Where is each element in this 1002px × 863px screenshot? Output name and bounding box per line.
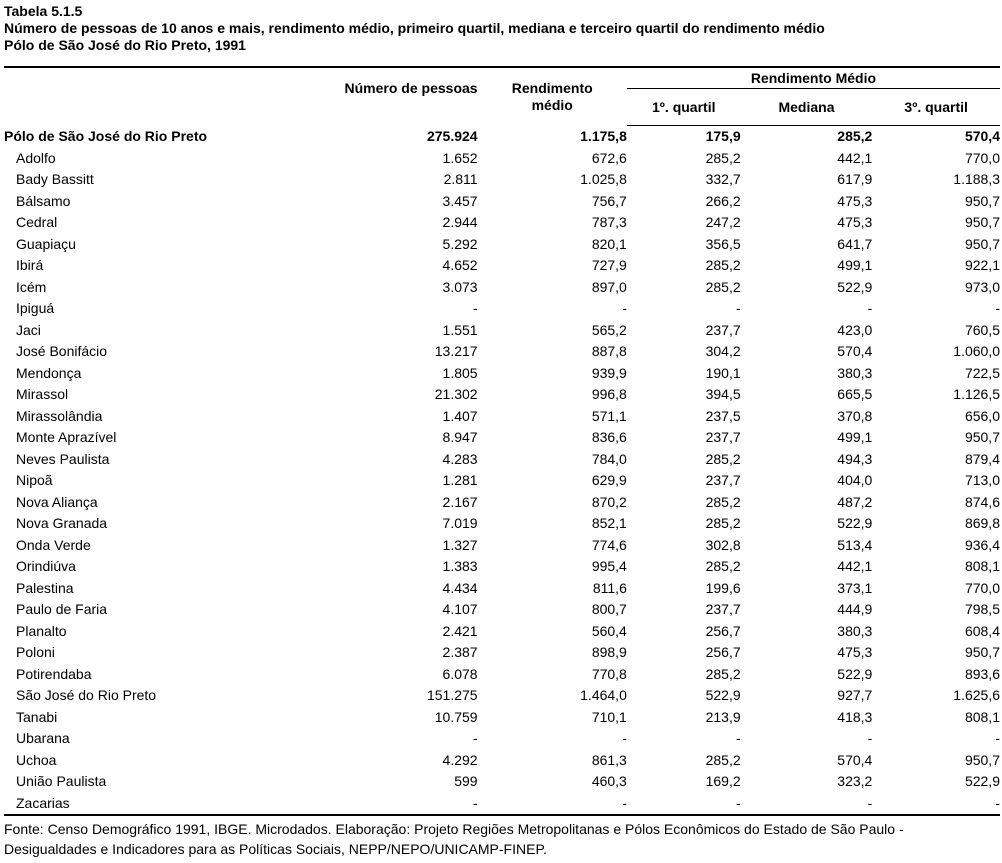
cell-q1: 285,2: [705, 493, 741, 510]
cell-pessoas: 1.805: [442, 364, 478, 381]
cell-rendimento: 787,3: [591, 214, 627, 231]
row-name: Monte Aprazível: [16, 429, 117, 446]
cell-pessoas: -: [472, 730, 478, 747]
cell-mediana: 323,2: [837, 773, 873, 790]
cell-rendimento: 996,8: [591, 386, 627, 403]
table-row: [4, 513, 1000, 535]
cell-mediana: 418,3: [837, 708, 873, 725]
row-name: Tanabi: [16, 708, 58, 725]
cell-q1: 169,2: [705, 773, 741, 790]
cell-pessoas: 21.302: [434, 386, 478, 403]
cell-rendimento: 870,2: [591, 493, 627, 510]
cell-q1: 199,6: [705, 579, 741, 596]
cell-q1: 213,9: [705, 708, 741, 725]
cell-q1: -: [627, 793, 741, 816]
cell-rendimento: 784,0: [591, 450, 627, 467]
cell-q1: 332,7: [705, 171, 741, 188]
cell-rendimento: 629,9: [591, 472, 627, 489]
table-body: [4, 126, 1000, 816]
cell-rendimento: 836,6: [591, 429, 627, 446]
header-numero-pessoas: Número de pessoas: [345, 67, 478, 126]
source-footnote: Fonte: Censo Demográfico 1991, IBGE. Microdados. Elaboração: Projeto Regiões Metropolitanas e Pólos Econômicos do Estado de São Paulo - Desigualdades e Indicadores para as Políticas Sociais, NEPP/NEPO/UNICAMP-FINEP.: [4, 821, 904, 857]
cell-rendimento: -: [622, 730, 627, 747]
cell-pessoas: 1.327: [442, 536, 478, 553]
header-primeiro-quartil: 1º. quartil: [627, 89, 741, 126]
cell-rendimento: 1.175,8: [580, 128, 627, 144]
cell-pessoas: -: [345, 793, 478, 816]
row-name: Orindiúva: [16, 558, 76, 575]
cell-pessoas: 275.924: [426, 128, 478, 144]
cell-pessoas: 1.407: [442, 407, 478, 424]
table-row: [4, 406, 1000, 428]
data-table: [4, 66, 1000, 816]
row-name: Nova Granada: [16, 515, 108, 532]
cell-q1: 237,7: [705, 472, 741, 489]
table-row: [4, 148, 1000, 170]
cell-mediana: 665,5: [837, 386, 873, 403]
cell-q1: 175,9: [705, 128, 741, 145]
cell-mediana: 442,1: [837, 558, 873, 575]
row-name: Poloni: [16, 644, 55, 661]
cell-rendimento: 727,9: [591, 257, 627, 274]
cell-pessoas: 2.167: [442, 493, 478, 510]
cell-q1: 394,5: [705, 386, 741, 403]
cell-q3: 760,5: [964, 321, 1000, 338]
cell-q3: 770,0: [964, 579, 1000, 596]
header-mediana: Mediana: [741, 89, 873, 126]
cell-q1: 285,2: [705, 450, 741, 467]
cell-rendimento: 887,8: [591, 343, 627, 360]
cell-pessoas: 2.811: [443, 171, 478, 188]
row-name: Jaci: [16, 321, 41, 338]
row-name: Bálsamo: [16, 192, 71, 209]
cell-pessoas: 6.078: [442, 665, 478, 682]
cell-q3: 808,1: [964, 558, 1000, 575]
cell-rendimento: 897,0: [591, 278, 627, 295]
cell-q1: -: [735, 730, 741, 747]
cell-q1: 522,9: [705, 687, 741, 704]
table-row: [4, 707, 1000, 729]
cell-mediana: 570,4: [837, 751, 873, 768]
cell-q1: 256,7: [705, 622, 741, 639]
table-row: [4, 728, 1000, 750]
cell-mediana: 513,4: [837, 536, 873, 553]
table-row: [4, 277, 1000, 299]
cell-q1: 190,1: [705, 364, 741, 381]
table-row: [4, 621, 1000, 643]
cell-q3: 950,7: [964, 644, 1000, 661]
cell-mediana: 370,8: [837, 407, 873, 424]
cell-q3: 570,4: [964, 128, 1000, 145]
cell-mediana: 487,2: [837, 493, 873, 510]
table-row: [4, 298, 1000, 320]
table-row: [4, 535, 1000, 557]
cell-q3: 950,7: [964, 192, 1000, 209]
cell-q3: 713,0: [964, 472, 1000, 489]
table-row: [4, 234, 1000, 256]
row-name: Icém: [16, 278, 47, 295]
cell-q3: -: [995, 730, 1000, 747]
row-name: Planalto: [16, 622, 67, 639]
row-name: Mirassolândia: [16, 407, 103, 424]
row-name: Uchoa: [16, 751, 57, 768]
cell-q1: 285,2: [705, 665, 741, 682]
table-row: [4, 492, 1000, 514]
cell-pessoas: 1.281: [442, 472, 478, 489]
cell-q1: 285,2: [705, 751, 741, 768]
row-name: José Bonifácio: [16, 343, 108, 360]
row-name: Zacarias: [4, 793, 345, 816]
row-name: Nipoã: [16, 472, 53, 489]
row-name: Neves Paulista: [16, 450, 110, 467]
cell-q1: 285,2: [705, 149, 741, 166]
table-row: [4, 427, 1000, 449]
cell-q3: 656,0: [964, 407, 1000, 424]
cell-q1: 266,2: [705, 192, 741, 209]
cell-q3: 950,7: [964, 751, 1000, 768]
cell-q3: 798,5: [964, 601, 1000, 618]
row-name: Ubarana: [16, 730, 70, 747]
cell-pessoas: 4.107: [442, 601, 478, 618]
cell-q3: 869,8: [964, 515, 1000, 532]
cell-mediana: 404,0: [837, 472, 873, 489]
cell-rendimento: 898,9: [591, 644, 627, 661]
cell-pessoas: 151.275: [426, 687, 478, 704]
cell-rendimento: 756,7: [591, 192, 627, 209]
cell-q1: -: [735, 300, 741, 317]
cell-mediana: 475,3: [837, 192, 873, 209]
table-row: [4, 685, 1000, 707]
row-name: São José do Rio Preto: [16, 687, 157, 704]
cell-q3: -: [995, 300, 1000, 317]
table-row: [4, 449, 1000, 471]
table-row: [4, 793, 1000, 816]
cell-rendimento: 710,1: [591, 708, 627, 725]
cell-pessoas: 4.283: [442, 450, 478, 467]
cell-q3: 808,1: [964, 708, 1000, 725]
cell-pessoas: 2.944: [442, 214, 478, 231]
cell-mediana: 380,3: [837, 364, 873, 381]
cell-rendimento: 1.025,8: [580, 171, 627, 188]
cell-pessoas: 10.759: [434, 708, 478, 725]
cell-q3: 1.188,3: [953, 171, 1000, 188]
cell-pessoas: -: [472, 300, 478, 317]
header-rendimento-medio: Rendimento médio: [478, 67, 627, 126]
header-group-rendimento-medio: Rendimento Médio: [627, 67, 1000, 89]
cell-mediana: 444,9: [837, 601, 873, 618]
cell-rendimento: 565,2: [591, 321, 627, 338]
cell-rendimento: 861,3: [591, 751, 627, 768]
cell-q1: 256,7: [705, 644, 741, 661]
cell-mediana: 475,3: [837, 644, 873, 661]
row-name: Nova Aliança: [16, 493, 98, 510]
table-row: [4, 191, 1000, 213]
cell-rendimento: 672,6: [591, 149, 627, 166]
table-row: [4, 578, 1000, 600]
table-row: [4, 664, 1000, 686]
cell-mediana: 499,1: [837, 429, 873, 446]
table-row: [4, 341, 1000, 363]
cell-q3: 936,4: [964, 536, 1000, 553]
cell-q3: 770,0: [964, 149, 1000, 166]
cell-q3: 950,7: [964, 214, 1000, 231]
cell-rendimento: 774,6: [591, 536, 627, 553]
cell-mediana: 522,9: [837, 278, 873, 295]
cell-rendimento: -: [622, 300, 627, 317]
cell-mediana: 522,9: [837, 515, 873, 532]
table-row: [4, 169, 1000, 191]
cell-mediana: 373,1: [837, 579, 873, 596]
cell-rendimento: 770,8: [591, 665, 627, 682]
cell-q3: 950,7: [964, 429, 1000, 446]
table-row: [4, 384, 1000, 406]
table-title: Número de pessoas de 10 anos e mais, rendimento médio, primeiro quartil, mediana e terceiro quartil do rendimento médio: [4, 20, 825, 36]
table-number: Tabela 5.1.5: [4, 3, 83, 19]
cell-rendimento: 460,3: [591, 773, 627, 790]
cell-rendimento: 560,4: [591, 622, 627, 639]
cell-q3: 608,4: [964, 622, 1000, 639]
cell-q3: 879,4: [964, 450, 1000, 467]
cell-q1: 237,7: [705, 601, 741, 618]
table-row: [4, 470, 1000, 492]
cell-mediana: 494,3: [837, 450, 873, 467]
row-name: Mirassol: [16, 386, 69, 403]
cell-mediana: 641,7: [837, 235, 873, 252]
cell-q3: 950,7: [964, 235, 1000, 252]
cell-mediana: 522,9: [837, 665, 873, 682]
table-row: [4, 771, 1000, 793]
cell-q3: 1.625,6: [953, 687, 1000, 704]
row-name: Mendonça: [16, 364, 82, 381]
cell-rendimento: 939,9: [591, 364, 627, 381]
cell-q3: 973,0: [964, 278, 1000, 295]
row-name: Guapiaçu: [16, 235, 76, 252]
cell-pessoas: 4.652: [442, 257, 478, 274]
cell-rendimento: 800,7: [591, 601, 627, 618]
cell-pessoas: 4.292: [442, 751, 478, 768]
cell-q1: 237,7: [705, 429, 741, 446]
row-name: Cedral: [16, 214, 58, 231]
table-row: [4, 556, 1000, 578]
cell-mediana: 380,3: [837, 622, 873, 639]
cell-mediana: -: [867, 730, 873, 747]
cell-q1: 285,2: [705, 515, 741, 532]
row-name: Adolfo: [16, 149, 56, 166]
cell-rendimento: 995,4: [591, 558, 627, 575]
cell-pessoas: 1.652: [442, 149, 478, 166]
cell-pessoas: 13.217: [434, 343, 478, 360]
cell-pessoas: 5.292: [442, 235, 478, 252]
cell-q1: 285,2: [705, 257, 741, 274]
row-name: Ipiguá: [16, 300, 55, 317]
cell-mediana: -: [867, 300, 873, 317]
cell-pessoas: 2.387: [442, 644, 478, 661]
cell-q1: 237,5: [705, 407, 741, 424]
cell-q1: 304,2: [705, 343, 741, 360]
header-terceiro-quartil: 3º. quartil: [872, 89, 1000, 126]
cell-mediana: 570,4: [837, 343, 873, 360]
cell-mediana: 285,2: [837, 128, 873, 145]
cell-q1: 285,2: [705, 558, 741, 575]
cell-pessoas: 4.434: [442, 579, 478, 596]
cell-pessoas: 1.551: [442, 321, 478, 338]
cell-rendimento: 811,6: [592, 579, 627, 596]
row-name: Ibirá: [16, 257, 44, 274]
cell-pessoas: 599: [454, 773, 478, 790]
table-row: [4, 320, 1000, 342]
cell-q3: 922,1: [964, 257, 1000, 274]
table-row: [4, 363, 1000, 385]
cell-pessoas: 7.019: [442, 515, 478, 532]
cell-rendimento: 1.464,0: [580, 687, 627, 704]
table-header: [4, 67, 1000, 126]
cell-mediana: 475,3: [837, 214, 873, 231]
cell-q3: 1.126,5: [953, 386, 1000, 403]
cell-pessoas: 1.383: [442, 558, 478, 575]
cell-rendimento: 820,1: [591, 235, 627, 252]
cell-q3: 874,6: [964, 493, 1000, 510]
row-name: Pólo de São José do Rio Preto: [4, 128, 208, 144]
table-row: [4, 642, 1000, 664]
table-row-total: [4, 126, 1000, 148]
cell-pessoas: 8.947: [442, 429, 478, 446]
cell-pessoas: 2.421: [442, 622, 478, 639]
table-row: [4, 599, 1000, 621]
header-blank: [4, 67, 345, 126]
row-name: Potirendaba: [16, 665, 92, 682]
cell-pessoas: 3.457: [442, 192, 478, 209]
table-row: [4, 212, 1000, 234]
row-name: Onda Verde: [16, 536, 91, 553]
row-name: União Paulista: [16, 773, 107, 790]
cell-q3: 722,5: [964, 364, 1000, 381]
cell-mediana: 927,7: [837, 687, 873, 704]
cell-q1: 356,5: [705, 235, 741, 252]
cell-q1: 247,2: [705, 214, 741, 231]
cell-q1: 285,2: [705, 278, 741, 295]
cell-mediana: 499,1: [837, 257, 873, 274]
cell-mediana: 423,0: [837, 321, 873, 338]
cell-rendimento: -: [478, 793, 627, 816]
table-subtitle: Pólo de São José do Rio Preto, 1991: [4, 37, 246, 53]
row-name: Paulo de Faria: [16, 601, 108, 618]
row-name: Bady Bassitt: [16, 171, 94, 188]
cell-q3: 893,6: [964, 665, 1000, 682]
cell-rendimento: 571,1: [591, 407, 627, 424]
table-row: [4, 255, 1000, 277]
cell-q3: 522,9: [964, 773, 1000, 790]
cell-mediana: -: [741, 793, 873, 816]
row-name: Palestina: [16, 579, 74, 596]
cell-rendimento: 852,1: [591, 515, 627, 532]
table-title-block: [4, 3, 825, 54]
cell-mediana: 442,1: [837, 149, 873, 166]
cell-q1: 302,8: [705, 536, 741, 553]
cell-pessoas: 3.073: [442, 278, 478, 295]
cell-q3: 1.060,0: [953, 343, 1000, 360]
table-row: [4, 750, 1000, 772]
cell-q3: -: [872, 793, 1000, 816]
cell-q1: 237,7: [705, 321, 741, 338]
cell-mediana: 617,9: [837, 171, 873, 188]
